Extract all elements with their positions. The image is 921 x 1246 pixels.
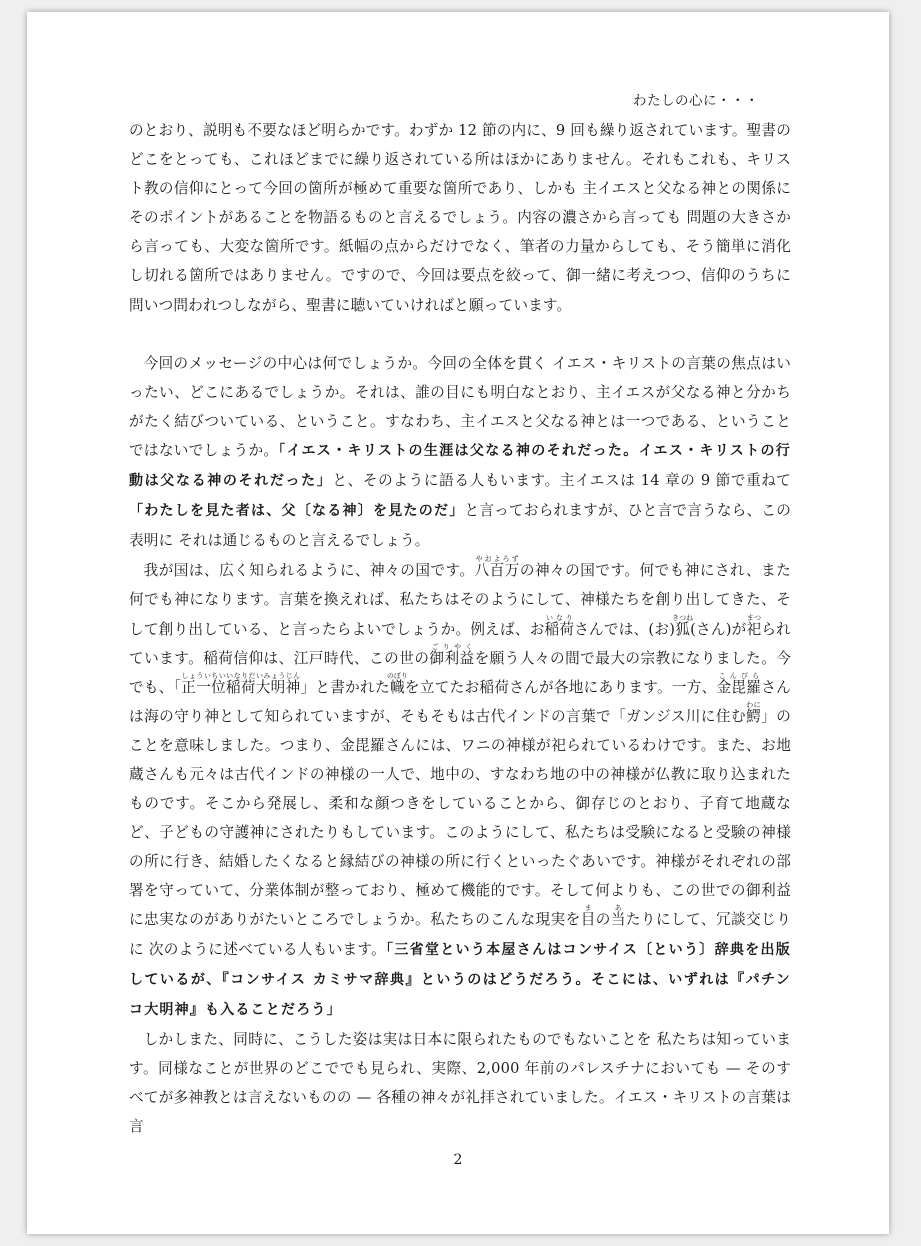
ruby-me bbox=[580, 904, 596, 929]
text-run: さんは海の守り神として知られていますが、そもそもは古代インドの言葉で「ガンジス川に住む bbox=[129, 678, 791, 725]
emphasized-quote: 「三省堂という本屋さんはコンサイス〔という〕辞典を出版しているが、『コンサイス カミサマ辞典』というのはどうだろう。そこには、いずれは『パチンコ大明神』も入ることだろう」 bbox=[129, 941, 791, 1018]
ruby-reading: のぼり bbox=[386, 671, 408, 680]
ruby-base: 稲荷 bbox=[544, 620, 575, 638]
ruby-base: 祀 bbox=[746, 620, 762, 638]
ruby-reading: あ bbox=[610, 904, 626, 913]
ruby-base: 当 bbox=[610, 911, 626, 929]
ruby-base: 金毘羅 bbox=[716, 678, 762, 696]
ruby-base: 目 bbox=[580, 911, 596, 929]
ruby-matsu bbox=[746, 613, 762, 638]
ruby-base: 正一位稲荷大明神 bbox=[181, 678, 301, 696]
text-run: を立てたお稲荷さんが各地にあります。一方、 bbox=[404, 678, 717, 696]
paragraph-4: しかしまた、同時に、こうした姿は実は日本に限られたものでもないことを 私たちは知っています。同様なことが世界のどこででも見られ、実際、2,000 年前のパレスチナにおいても — そのすべてが多神教とは言えないものの — 各種の神々が礼拝されていました。イエス・キリストの言葉は言 bbox=[129, 1030, 791, 1136]
text-run: を願う人々の間で最大の宗教になりました。今でも、「 bbox=[129, 649, 791, 696]
ruby-a bbox=[610, 904, 626, 929]
ruby-reading: こんぴら bbox=[716, 671, 762, 680]
ruby-nobori bbox=[386, 671, 408, 696]
text-run: さんでは、(お) bbox=[574, 620, 676, 638]
text-run: 我が国は、広く知られるように、神々の国です。 bbox=[143, 562, 475, 580]
paragraph-3 bbox=[129, 555, 791, 1025]
ruby-reading: しょういちいいなりだいみょうじん bbox=[181, 671, 301, 680]
paragraph-gap bbox=[129, 320, 791, 349]
ruby-reading: いなり bbox=[544, 613, 575, 622]
ruby-reading: わに bbox=[746, 700, 761, 709]
ruby-yaoyorozu bbox=[474, 555, 520, 580]
ruby-goriyaku bbox=[429, 642, 475, 667]
text-run: 」と書かれた bbox=[300, 678, 390, 696]
ruby-reading: やおよろず bbox=[474, 555, 520, 564]
text-run: (さん)が bbox=[690, 620, 747, 638]
ruby-base: 御利益 bbox=[429, 649, 475, 667]
text-run: の bbox=[595, 911, 611, 929]
ruby-konpira bbox=[716, 671, 762, 696]
ruby-kitsune bbox=[672, 613, 694, 638]
ruby-reading: ごりやく bbox=[429, 642, 475, 651]
ruby-reading: ま bbox=[580, 904, 596, 913]
text-run: 」のことを意味しました。つまり、金毘羅さんには、ワニの神様が祀られているわけです。また、お地蔵さんも元々は古代インドの神様の一人で、地中の、すなわち地の中の神様が仏教に取り込まれたものです。そこから発展し、柔和な顔つきをしていることから、御存じのとおり、子育て地蔵など、子どもの守護神にされたりもしています。このようにして、私たちは受験になると受験の神様の所に行き、結婚したくなると縁結びの神様の所に行くといったぐあいです。神様がそれぞれの部署を守っていて、分業体制が整っており、極めて機能的です。そして何よりも、この世での御利益に忠実なのがありがたいところでしょうか。私たちのこんな現実を bbox=[129, 707, 792, 929]
ruby-base: 幟 bbox=[386, 678, 408, 696]
text-run: の神々の国です。何でも神にされ、また何でも神になります。言葉を換えれば、私たちはそのようにして、神様たちを創り出してきた、そして創り出している、と言ったらよいでしょうか。例えば、お bbox=[129, 562, 792, 638]
body-text bbox=[129, 116, 791, 1141]
emphasized-quote: 「わたしを見た者は、父〔なる神〕を見たのだ」 bbox=[129, 503, 465, 520]
ruby-inari bbox=[544, 613, 575, 638]
text-run: たりにして、冗談交じりに 次のように述べている人もいます。 bbox=[129, 911, 791, 958]
text-run: られています。稲荷信仰は、江戸時代、この世の bbox=[129, 620, 791, 667]
page-number: 2 bbox=[453, 1152, 463, 1168]
ruby-reading: まつ bbox=[746, 613, 762, 622]
ruby-shoichii bbox=[181, 671, 301, 696]
ruby-base: 鰐 bbox=[746, 707, 762, 725]
paragraph-2-text-c: と言っておられますが、ひと言で言うなら、この表明に それは通じるものと言えるでしょう。 bbox=[129, 502, 792, 550]
document-page bbox=[27, 12, 889, 1234]
paragraph-2 bbox=[129, 349, 791, 556]
paragraph-2-text-a: 今回のメッセージの中心は何でしょうか。今回の全体を貫く イエス・キリストの言葉の焦点はいったい、どこにあるでしょうか。それは、誰の目にも明白なとおり、主イエスが父なる神と分かちがたく結びついている、ということ。すなわち、主イエスと父なる神とは一つである、ということではないでしょうか。 bbox=[129, 354, 791, 459]
ruby-base: 八百万 bbox=[474, 562, 520, 580]
ruby-base: 狐 bbox=[672, 620, 694, 638]
ruby-reading: きつね bbox=[672, 613, 694, 622]
paragraph-2-text-b: と、そのように語る人もいます。主イエスは 14 章の 9 節で重ねて bbox=[332, 472, 791, 490]
emphasized-quote: 「イエス・キリストの生涯は父なる神のそれだった。イエス・キリストの行動は父なる神のそれだった」 bbox=[129, 442, 791, 490]
paragraph-1: のとおり、説明も不要なほど明らかです。わずか 12 節の内に、9 回も繰り返されています。聖書のどこをとっても、これほどまでに繰り返されている所はほかにありません。それもこれも、キリスト教の信仰にとって今回の箇所が極めて重要な箇所であり、しかも 主イエスと父なる神との関係にそのポイントがあることを物語るものと言えるでしょう。内容の濃さから言っても 問題の大きさから言っても、大変な箇所です。紙幅の点からだけでなく、筆者の力量からしても、そう簡単に消化し切れる箇所ではありません。ですので、今回は要点を絞って、御一緒に考えつつ、信仰のうちに問いつ問われつしながら、聖書に聴いていければと願っています。 bbox=[129, 122, 791, 314]
ruby-wani bbox=[746, 700, 762, 725]
running-header: わたしの心に・・・ bbox=[633, 93, 759, 109]
